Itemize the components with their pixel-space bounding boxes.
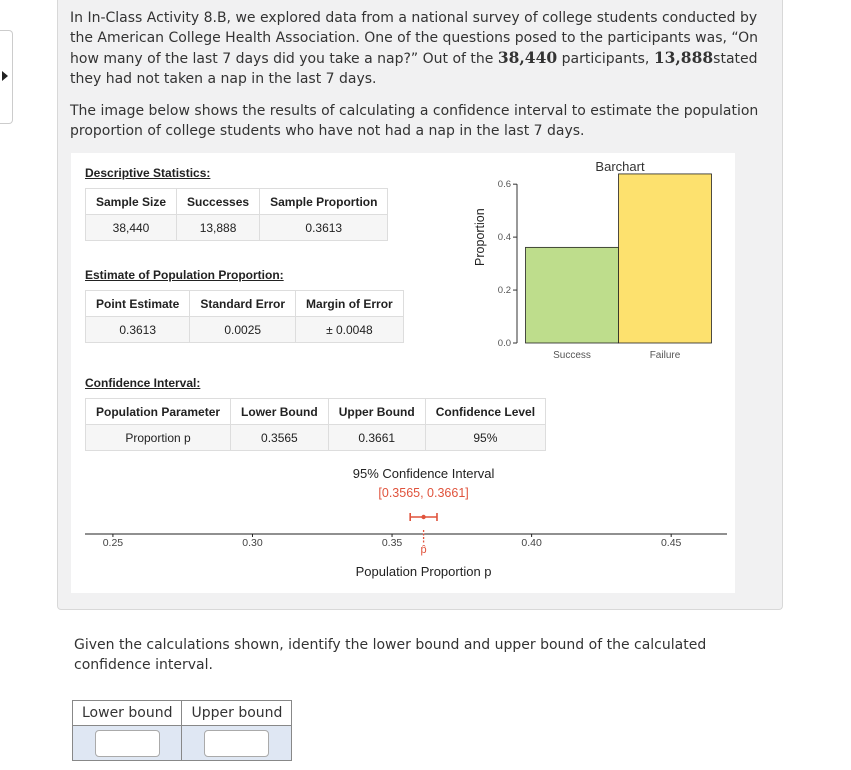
- table-header: Successes: [177, 189, 260, 215]
- table-header: Margin of Error: [296, 291, 404, 317]
- estimate-title: Estimate of Population Proportion:: [85, 268, 284, 282]
- results-panel: [71, 153, 735, 593]
- table-cell: 13,888: [177, 215, 260, 241]
- table-header: Population Parameter: [86, 399, 231, 425]
- table-cell: 95%: [425, 425, 545, 451]
- table-cell: 0.3661: [328, 425, 425, 451]
- table-header: Upper Bound: [328, 399, 425, 425]
- interval-tick-label: 0.35: [381, 537, 403, 549]
- table-header: Lower Bound: [231, 399, 329, 425]
- descriptive-stats-title: Descriptive Statistics:: [85, 166, 211, 180]
- table-header: Point Estimate: [86, 291, 190, 317]
- interval-point-estimate: [421, 515, 425, 519]
- table-cell: 38,440: [86, 215, 177, 241]
- upper-bound-input[interactable]: [204, 730, 269, 757]
- barchart-bar: [619, 174, 712, 343]
- side-panel-toggle[interactable]: [0, 30, 13, 124]
- question-text: Given the calculations shown, identify the lower bound and upper bound of the calculated confidence interval.: [74, 637, 707, 673]
- table-cell: ± 0.0048: [296, 317, 404, 343]
- table-cell: Proportion p: [86, 425, 231, 451]
- barchart-y-tick-label: 0.4: [497, 232, 511, 244]
- interval-range-label: [0.3565, 0.3661]: [378, 486, 469, 500]
- barchart-y-tick-label: 0.0: [497, 338, 511, 349]
- upper-bound-cell: [182, 726, 292, 761]
- intro-text-b: participants,: [557, 51, 654, 67]
- lower-bound-cell: [73, 726, 182, 761]
- table-cell: 0.3613: [86, 317, 190, 343]
- barchart-y-label: Proportion: [473, 208, 487, 266]
- description-paragraph: The image below shows the results of calculating a confidence interval to estimate the population proportion of college students who have not had a nap in the last 7 days.: [70, 103, 759, 139]
- barchart-category-label: Success: [553, 350, 591, 361]
- interval-tick-label: 0.30: [242, 537, 263, 549]
- intro-text-c: stated they had not taken a nap in the last 7 days.: [70, 51, 758, 87]
- lower-bound-header: Lower bound: [73, 701, 182, 726]
- barchart-y-tick-label: 0.6: [497, 179, 511, 191]
- confidence-interval-title: Confidence Interval:: [85, 376, 201, 390]
- no-nap-count: 13,888: [653, 48, 714, 67]
- intro-paragraph: [70, 9, 780, 89]
- table-cell: 0.0025: [190, 317, 296, 343]
- intro-text-a: In In-Class Activity 8.B, we explored data from a national survey of college students conducted by the American College Health Association. One of the questions posed to the participants was, “On how many of the last 7 days did you take a nap?” Out of the: [70, 10, 759, 67]
- barchart-category-label: Failure: [649, 350, 681, 361]
- table-header: Sample Size: [86, 189, 177, 215]
- charts-canvas: [71, 153, 735, 593]
- interval-tick-label: 0.25: [102, 537, 124, 549]
- table-cell: 0.3613: [260, 215, 388, 241]
- barchart-title: Barchart: [595, 159, 645, 174]
- barchart-bar: [526, 247, 619, 343]
- participant-count: 38,440: [497, 48, 558, 67]
- table-cell: 0.3565: [231, 425, 329, 451]
- upper-bound-header: Upper bound: [182, 701, 292, 726]
- barchart-y-tick-label: 0.2: [497, 285, 511, 297]
- chevron-right-icon: [2, 71, 8, 81]
- table-header: Sample Proportion: [260, 189, 388, 215]
- table-header: Confidence Level: [425, 399, 545, 425]
- lower-bound-input[interactable]: [95, 730, 160, 757]
- interval-tick-label: 0.40: [521, 537, 542, 549]
- point-estimate-label: p̂: [420, 544, 427, 556]
- interval-x-label: Population Proportion p: [355, 564, 492, 579]
- interval-tick-label: 0.45: [660, 537, 682, 549]
- table-header: Standard Error: [190, 291, 296, 317]
- answer-table: [72, 700, 292, 761]
- interval-title: 95% Confidence Interval: [352, 466, 495, 481]
